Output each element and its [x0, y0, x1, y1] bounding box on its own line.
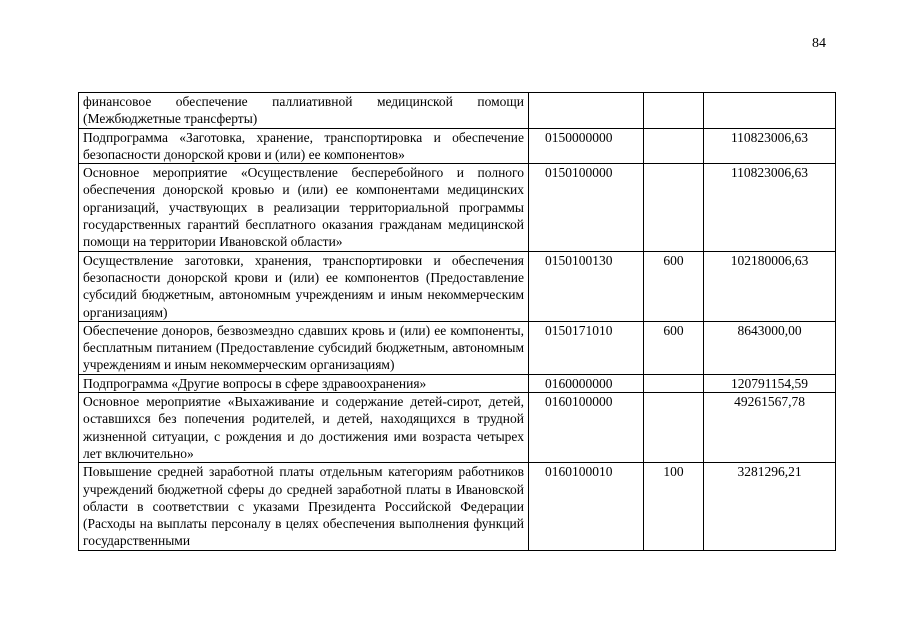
row-amount: 110823006,63	[704, 128, 836, 164]
row-target-code: 0160000000	[529, 374, 644, 392]
row-name: Повышение средней заработной платы отдельным категориям работников учреждений бюджетной сферы до средней заработной платы в Ивановской области в соответствии с указами Президента Российской Федерации (Расходы на выплаты персоналу в целях обеспечения выполнения функций государственными	[79, 463, 529, 550]
row-amount: 120791154,59	[704, 374, 836, 392]
budget-table	[78, 92, 836, 551]
table-row	[79, 93, 836, 129]
row-amount: 8643000,00	[704, 321, 836, 374]
row-expense-type	[644, 393, 704, 463]
row-target-code: 0150000000	[529, 128, 644, 164]
row-expense-type	[644, 93, 704, 129]
table-row	[79, 393, 836, 463]
row-amount: 3281296,21	[704, 463, 836, 550]
row-amount	[704, 93, 836, 129]
table-row	[79, 164, 836, 251]
row-target-code: 0150171010	[529, 321, 644, 374]
table-row	[79, 463, 836, 550]
table-row	[79, 251, 836, 321]
row-name: Подпрограмма «Другие вопросы в сфере здравоохранения»	[79, 374, 529, 392]
row-expense-type: 600	[644, 321, 704, 374]
row-expense-type	[644, 128, 704, 164]
row-target-code: 0160100000	[529, 393, 644, 463]
row-target-code: 0150100130	[529, 251, 644, 321]
row-expense-type	[644, 374, 704, 392]
row-target-code: 0160100010	[529, 463, 644, 550]
row-amount: 49261567,78	[704, 393, 836, 463]
table-row	[79, 321, 836, 374]
row-name: Обеспечение доноров, безвозмездно сдавших кровь и (или) ее компоненты, бесплатным питанием (Предоставление субсидий бюджетным, автономным учреждениям и иным некоммерческим организациям)	[79, 321, 529, 374]
row-target-code: 0150100000	[529, 164, 644, 251]
row-amount: 102180006,63	[704, 251, 836, 321]
row-name: Основное мероприятие «Осуществление бесперебойного и полного обеспечения донорской кровью и (или) ее компонентами медицинских организаций, участвующих в реализации территориальной программы государственных гарантий бесплатного оказания гражданам медицинской помощи на территории Ивановской области»	[79, 164, 529, 251]
row-name: Основное мероприятие «Выхаживание и содержание детей-сирот, детей, оставшихся без попечения родителей, и детей, находящихся в трудной жизненной ситуации, с рождения и до достижения ими возраста четырех лет включительно»	[79, 393, 529, 463]
table-row	[79, 374, 836, 392]
row-name: финансовое обеспечение паллиативной медицинской помощи (Межбюджетные трансферты)	[79, 93, 529, 129]
row-target-code	[529, 93, 644, 129]
page-number: 84	[812, 36, 826, 51]
row-expense-type: 600	[644, 251, 704, 321]
row-expense-type: 100	[644, 463, 704, 550]
table-row	[79, 128, 836, 164]
row-expense-type	[644, 164, 704, 251]
row-name: Подпрограмма «Заготовка, хранение, транспортировка и обеспечение безопасности донорской крови и (или) ее компонентов»	[79, 128, 529, 164]
row-amount: 110823006,63	[704, 164, 836, 251]
row-name: Осуществление заготовки, хранения, транспортировки и обеспечения безопасности донорской крови и (или) ее компонентов (Предоставление субсидий бюджетным, автономным учреждениям и иным некоммерческим организациям)	[79, 251, 529, 321]
